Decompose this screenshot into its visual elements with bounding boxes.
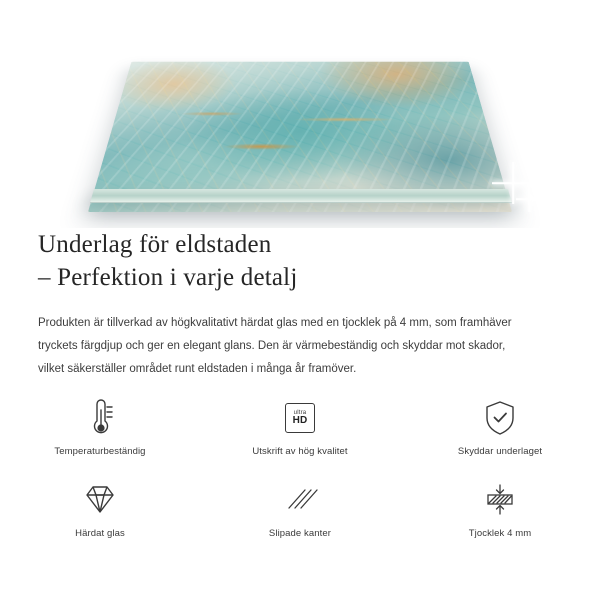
hero-image [0,0,600,228]
text-content [0,228,600,381]
feature-label: Slipade kanter [268,528,332,539]
ultra-hd-badge-bottom: HD [292,415,308,426]
sparkle-icon [516,186,542,212]
feature-item-tempered-glass [0,478,200,556]
ultra-hd-icon [285,396,315,440]
feature-item-polished-edges [200,478,400,556]
glass-panel-edge [90,189,512,203]
feature-label: Skyddar underlaget [457,446,543,457]
diamond-icon [81,478,119,522]
feature-item-protection [400,396,600,474]
feature-label: Härdat glas [75,528,125,539]
feature-label: Utskrift av hög kvalitet [252,446,348,457]
product-description-paragraph: Produkten är tillverkad av högkvalitativt härdat glas med en tjocklek på 4 mm, som framhäver tryckets färgdjup och ger en elegant glans. Den är värmebeständig och skyddar mot skador, vilket säkerställer området runt eldstaden i många år framöver. [38,317,512,375]
page-title [0,228,600,294]
feature-item-thickness [400,478,600,556]
feature-item-print-quality [200,396,400,474]
page-title-line-1: Underlag för eldstaden [38,231,272,258]
polished-edges-icon [281,478,319,522]
thickness-icon [480,478,520,522]
feature-item-temperature [0,396,200,474]
ultra-hd-badge-top: ultra [293,410,307,416]
feature-label: Tjocklek 4 mm [468,528,532,539]
thermometer-icon [81,396,119,440]
feature-grid [0,396,600,556]
page-title-line-2: – Perfektion i varje detalj [38,264,298,291]
shield-check-icon [482,396,518,440]
feature-label: Temperaturbeständig [54,446,146,457]
